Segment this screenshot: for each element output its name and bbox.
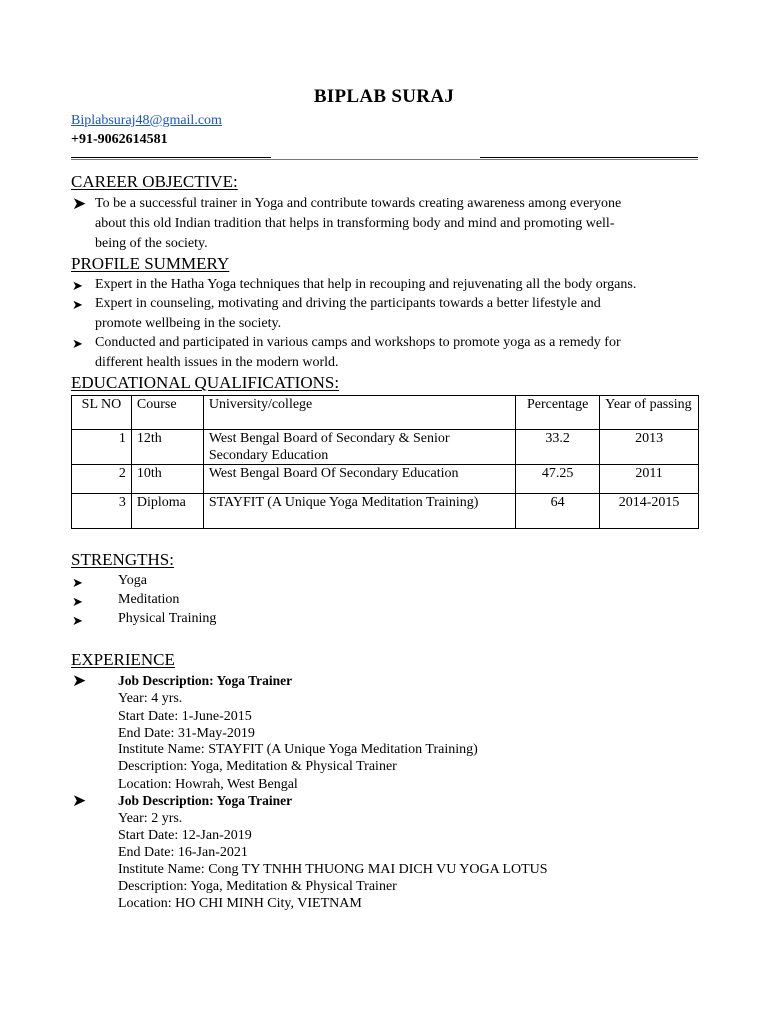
cell-percentage: 47.25 <box>516 465 600 494</box>
profile-summary-item-3-line-2: different health issues in the modern world. <box>95 355 339 370</box>
header-divider-left <box>71 157 271 158</box>
arrowhead-bullet-icon: ➤ <box>72 575 83 590</box>
arrowhead-bullet-icon: ➤ <box>72 671 87 690</box>
profile-summary-item-2-line-1: Expert in counseling, motivating and driving the participants towards a better lifestyle and <box>95 296 601 311</box>
arrowhead-bullet-icon: ➤ <box>72 791 87 810</box>
arrowhead-bullet-icon: ➤ <box>72 613 83 628</box>
cell-year: 2011 <box>600 465 699 494</box>
cell-year: 2013 <box>600 430 699 465</box>
cell-percentage: 64 <box>516 494 600 529</box>
profile-summary-heading: PROFILE SUMMERY <box>71 254 230 273</box>
header-divider <box>71 159 698 160</box>
job-years: Year: 2 yrs. <box>118 811 183 826</box>
column-header-year: Year of passing <box>600 396 699 430</box>
cell-percentage: 33.2 <box>516 430 600 465</box>
career-objective-line-2: about this old Indian tradition that helps in transforming body and mind and promoting well- <box>95 216 615 231</box>
job-institute: Institute Name: Cong TY TNHH THUONG MAI DICH VU YOGA LOTUS <box>118 862 548 877</box>
job-start-date: Start Date: 12-Jan-2019 <box>118 828 252 843</box>
job-description: Description: Yoga, Meditation & Physical Trainer <box>118 879 397 894</box>
career-objective-line-3: being of the society. <box>95 236 208 251</box>
job-start-date: Start Date: 1-June-2015 <box>118 709 252 724</box>
cell-university: West Bengal Board of Secondary & Senior Secondary Education <box>203 430 515 465</box>
job-location: Location: HO CHI MINH City, VIETNAM <box>118 896 362 911</box>
cell-year: 2014-2015 <box>600 494 699 529</box>
email-link[interactable]: Biplabsuraj48@gmail.com <box>71 113 222 128</box>
arrowhead-bullet-icon: ➤ <box>72 194 87 213</box>
cell-course: 12th <box>131 430 203 465</box>
profile-summary-item-3-line-1: Conducted and participated in various camps and workshops to promote yoga as a remedy for <box>95 335 621 350</box>
profile-summary-item-2-line-2: promote wellbeing in the society. <box>95 316 282 331</box>
strength-item: Physical Training <box>118 611 217 626</box>
column-header-percentage: Percentage <box>516 396 600 430</box>
strength-item: Meditation <box>118 592 180 607</box>
table-row <box>72 465 699 494</box>
career-objective-heading: CAREER OBJECTIVE: <box>71 172 238 191</box>
table-header-row <box>72 396 699 430</box>
cell-course: 10th <box>131 465 203 494</box>
cell-sl-no: 2 <box>72 465 132 494</box>
column-header-course: Course <box>131 396 203 430</box>
cell-sl-no: 1 <box>72 430 132 465</box>
job-description: Description: Yoga, Meditation & Physical Trainer <box>118 759 397 774</box>
table-row <box>72 494 699 529</box>
job-institute: Institute Name: STAYFIT (A Unique Yoga Meditation Training) <box>118 742 478 757</box>
job-location: Location: Howrah, West Bengal <box>118 777 298 792</box>
experience-heading: EXPERIENCE <box>71 650 175 669</box>
strengths-heading: STRENGTHS: <box>71 550 174 569</box>
job-title: Job Description: Yoga Trainer <box>118 673 293 688</box>
job-years: Year: 4 yrs. <box>118 691 183 706</box>
job-title: Job Description: Yoga Trainer <box>118 793 293 808</box>
column-header-sl-no: SL NO <box>72 396 132 430</box>
phone-number: +91-9062614581 <box>71 132 168 147</box>
arrowhead-bullet-icon: ➤ <box>72 594 83 609</box>
education-heading: EDUCATIONAL QUALIFICATIONS: <box>71 373 340 392</box>
candidate-name: BIPLAB SURAJ <box>313 86 455 107</box>
strength-item: Yoga <box>118 573 147 588</box>
job-end-date: End Date: 16-Jan-2021 <box>118 845 248 860</box>
arrowhead-bullet-icon: ➤ <box>72 297 83 312</box>
column-header-university: University/college <box>203 396 515 430</box>
profile-summary-item-1: Expert in the Hatha Yoga techniques that help in recouping and rejuvenating all the body organs. <box>95 277 637 292</box>
education-table <box>71 395 699 529</box>
cell-university: STAYFIT (A Unique Yoga Meditation Training) <box>203 494 515 529</box>
career-objective-line-1: To be a successful trainer in Yoga and contribute towards creating awareness among everyone <box>95 196 622 211</box>
arrowhead-bullet-icon: ➤ <box>72 278 83 293</box>
cell-course: Diploma <box>131 494 203 529</box>
cell-university: West Bengal Board Of Secondary Education <box>203 465 515 494</box>
job-end-date: End Date: 31-May-2019 <box>118 726 255 741</box>
header-divider-right <box>480 157 698 158</box>
cell-sl-no: 3 <box>72 494 132 529</box>
table-row <box>72 430 699 465</box>
arrowhead-bullet-icon: ➤ <box>72 336 83 351</box>
